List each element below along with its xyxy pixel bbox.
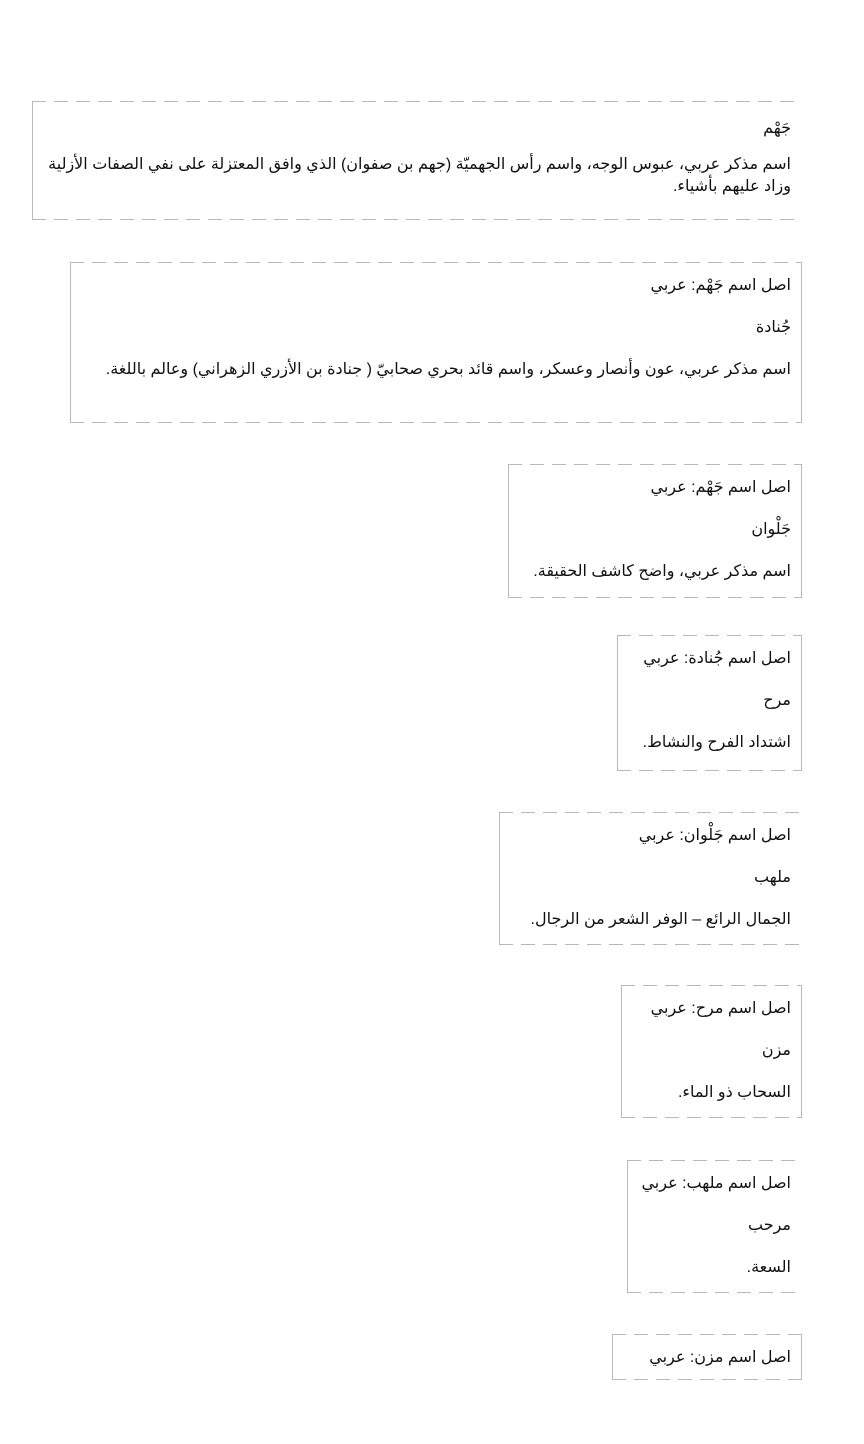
entry-meaning: السحاب ذو الماء. xyxy=(677,1084,791,1101)
entry-name: جُنادة xyxy=(755,319,791,336)
name-entry-marah xyxy=(617,635,802,771)
name-entry-muzn xyxy=(621,985,802,1118)
entry-name: جَهْم xyxy=(763,120,791,137)
entry-meaning: اشتداد الفرح والنشاط. xyxy=(642,734,791,751)
entry-origin: اصل اسم جَلْوان: عربي xyxy=(638,827,791,844)
name-entry-mulhib xyxy=(499,812,802,945)
entry-meaning: الجمال الرائع – الوفر الشعر من الرجال. xyxy=(530,911,791,928)
entry-origin: اصل اسم مرح: عربي xyxy=(650,1000,791,1017)
entry-name: مرحب xyxy=(748,1217,791,1234)
entry-name: جَلْوان xyxy=(751,521,791,538)
entry-origin: اصل اسم مزن: عربي xyxy=(649,1349,791,1366)
entry-name: ملهب xyxy=(754,869,791,886)
entry-meaning: اسم مذكر عربي، عون وأنصار وعسكر، واسم قائد بحري صحابيّ ( جنادة بن الأزري الزهراني) وعالم باللغة. xyxy=(105,361,791,378)
entry-name: مرح xyxy=(763,692,791,709)
name-entry-jahm xyxy=(32,101,802,220)
entry-origin: اصل اسم ملهب: عربي xyxy=(641,1175,791,1192)
name-entry-junada xyxy=(70,262,802,423)
entry-meaning: اسم مذكر عربي، عبوس الوجه، واسم رأس الجهميّة (جهم بن صفوان) الذي وافق المعتزلة على نفي الصفات الأزلية وزاد عليهم بأشياء. xyxy=(48,156,791,195)
entry-meaning: السعة. xyxy=(746,1259,791,1276)
name-entry-marhab xyxy=(627,1160,802,1293)
entry-origin: اصل اسم جُنادة: عربي xyxy=(643,650,791,667)
entry-meaning: اسم مذكر عربي، واضح كاشف الحقيقة. xyxy=(533,563,791,580)
entry-name: مزن xyxy=(761,1042,791,1059)
name-entry-jalwan xyxy=(508,464,802,598)
entry-origin: اصل اسم جَهْم: عربي xyxy=(650,479,791,496)
name-entry-partial xyxy=(612,1334,802,1380)
entry-origin: اصل اسم جَهْم: عربي xyxy=(650,277,791,294)
